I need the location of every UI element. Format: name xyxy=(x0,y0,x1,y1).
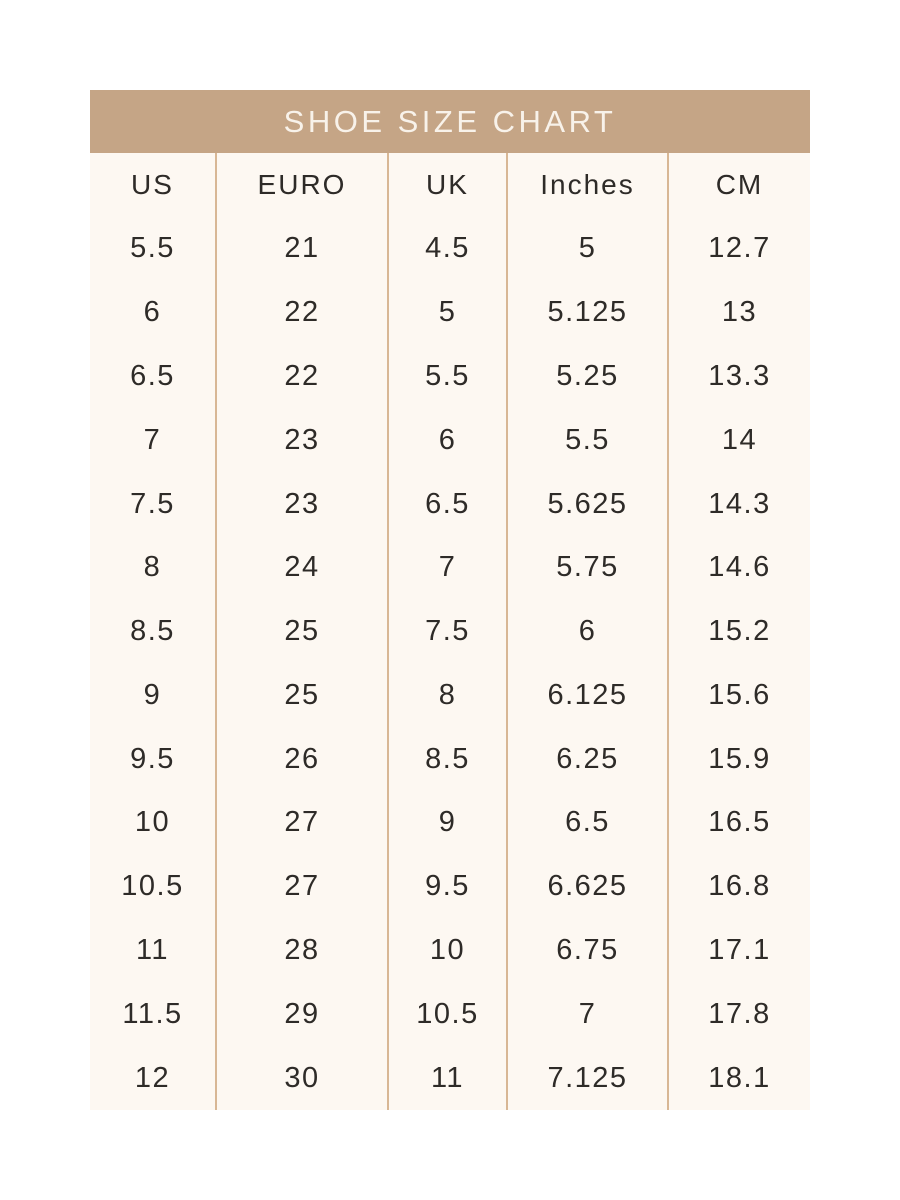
table-cell: 5.5 xyxy=(508,408,669,472)
column-header-euro: EURO xyxy=(217,153,389,217)
size-table xyxy=(90,153,810,1110)
table-cell: 24 xyxy=(217,536,389,600)
table-cell: 11 xyxy=(389,1046,508,1110)
table-cell: 6.625 xyxy=(508,855,669,919)
table-cell: 14.6 xyxy=(708,551,771,584)
table-cell: 9.5 xyxy=(389,855,508,919)
table-cell: 5.125 xyxy=(508,281,669,345)
table-cell: 9 xyxy=(389,791,508,855)
table-cell: 8.5 xyxy=(90,600,217,664)
table-cell: 11.5 xyxy=(90,982,217,1046)
table-cell: 21 xyxy=(217,217,389,281)
table-cell: 6 xyxy=(90,281,217,345)
table-cell: 6.125 xyxy=(508,663,669,727)
table-row xyxy=(90,345,810,409)
column-header-uk: UK xyxy=(389,153,508,217)
table-cell: 6.5 xyxy=(508,791,669,855)
table-cell: 16.8 xyxy=(708,870,771,903)
table-cell: 13 xyxy=(721,296,758,329)
table-cell: 7 xyxy=(90,408,217,472)
table-cell: 9.5 xyxy=(90,727,217,791)
table-cell: 12 xyxy=(90,1046,217,1110)
shoe-size-chart xyxy=(90,90,810,1110)
table-cell: 6 xyxy=(389,408,508,472)
table-cell: 13.3 xyxy=(708,359,771,392)
table-cell: 5.5 xyxy=(90,217,217,281)
table-cell: 7 xyxy=(389,536,508,600)
table-cell: 6.25 xyxy=(508,727,669,791)
table-cell: 28 xyxy=(217,919,389,983)
table-cell: 15.2 xyxy=(708,615,771,648)
table-cell: 10 xyxy=(90,791,217,855)
table-cell: 7 xyxy=(508,982,669,1046)
table-cell: 15.6 xyxy=(708,678,771,711)
table-row xyxy=(90,982,810,1046)
table-cell: 11 xyxy=(90,919,217,983)
table-cell: 22 xyxy=(217,345,389,409)
chart-title: SHOE SIZE CHART xyxy=(90,90,810,153)
table-cell: 5 xyxy=(389,281,508,345)
table-cell: 27 xyxy=(217,791,389,855)
table-cell: 8 xyxy=(389,663,508,727)
table-cell: 27 xyxy=(217,855,389,919)
table-cell: 5.5 xyxy=(389,345,508,409)
table-cell: 5.75 xyxy=(508,536,669,600)
table-row xyxy=(90,472,810,536)
table-cell: 18.1 xyxy=(708,1061,771,1094)
table-cell: 25 xyxy=(217,663,389,727)
table-cell: 8 xyxy=(90,536,217,600)
table-header-row xyxy=(90,153,810,217)
table-cell: 6.5 xyxy=(90,345,217,409)
table-cell: 29 xyxy=(217,982,389,1046)
table-row xyxy=(90,663,810,727)
table-cell: 10.5 xyxy=(90,855,217,919)
table-cell: 23 xyxy=(217,472,389,536)
table-row xyxy=(90,727,810,791)
table-row xyxy=(90,1046,810,1110)
table-cell: 6.75 xyxy=(508,919,669,983)
table-cell: 5.625 xyxy=(508,472,669,536)
table-row xyxy=(90,791,810,855)
table-cell: 8.5 xyxy=(389,727,508,791)
table-row xyxy=(90,281,810,345)
table-cell: 22 xyxy=(217,281,389,345)
table-cell: 10 xyxy=(389,919,508,983)
table-row xyxy=(90,536,810,600)
table-cell: 16.5 xyxy=(708,806,771,839)
table-cell: 26 xyxy=(217,727,389,791)
table-cell: 30 xyxy=(217,1046,389,1110)
table-cell: 15.9 xyxy=(708,742,771,775)
table-cell: 14.3 xyxy=(708,487,771,520)
table-cell: 10.5 xyxy=(389,982,508,1046)
table-row xyxy=(90,600,810,664)
table-cell: 14 xyxy=(721,423,758,456)
table-cell: 12.7 xyxy=(708,232,771,265)
table-cell: 25 xyxy=(217,600,389,664)
table-cell: 17.1 xyxy=(708,933,771,966)
table-cell: 7.5 xyxy=(389,600,508,664)
table-row xyxy=(90,855,810,919)
table-cell: 17.8 xyxy=(708,997,771,1030)
table-cell: 7.5 xyxy=(90,472,217,536)
table-cell: 7.125 xyxy=(508,1046,669,1110)
column-header-cm: CM xyxy=(715,169,764,200)
column-header-inches: Inches xyxy=(508,153,669,217)
table-cell: 6.5 xyxy=(389,472,508,536)
table-cell: 5 xyxy=(508,217,669,281)
table-cell: 23 xyxy=(217,408,389,472)
table-cell: 4.5 xyxy=(389,217,508,281)
table-cell: 6 xyxy=(508,600,669,664)
column-header-us: US xyxy=(90,153,217,217)
table-cell: 9 xyxy=(90,663,217,727)
table-row xyxy=(90,919,810,983)
table-cell: 5.25 xyxy=(508,345,669,409)
table-row xyxy=(90,217,810,281)
table-row xyxy=(90,408,810,472)
